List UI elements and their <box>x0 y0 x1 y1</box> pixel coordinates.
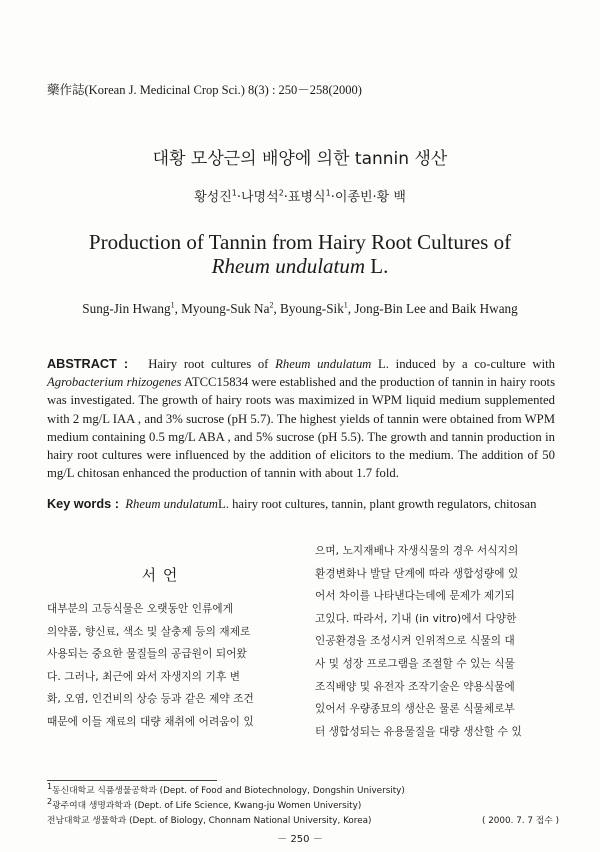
keywords-label: Key words <box>47 497 112 511</box>
intro-right-column: 으며, 노지재배나 자생식물의 경우 서식지의 환경변화나 발달 단계에 따라 생합성량에 있 어서 차이를 나타낸다는데에 문제가 제기되 고있다. 따라서, 기내 (in vitro)에서 다양한 인공환경을 조성시켜 인위적으로 식물의 대 사 및 성장 프로그램을 조절할 수 있는 식물 조직배양 및 유전자 조작기술은 약용식물에 있어서 우량종묘의 생산은 물론 식물체로부 터 생합성되는 유용물질을 대량 생산할 수 있 <box>315 545 522 738</box>
author-kr-2: 나명석 <box>241 190 279 205</box>
author-kr-5: 황 백 <box>376 190 406 205</box>
footnote-1: $^1$동신대학교 식품생물공학과 (Dept. of Food and Biotechnology, Dongshin University) <box>47 782 405 796</box>
abstract-label: ABSTRACT <box>47 357 117 371</box>
author-kr-4: 이종빈 <box>334 190 373 205</box>
footnote-3: 전남대학교 생물학과 (Dept. of Biology, Chonnam National University, Korea) ( 2000. 7. 7 접수 ) <box>47 814 559 829</box>
english-title: Production of Tannin from Hairy Root Cultures of Rheum undulatum L. <box>88 230 512 278</box>
author-kr-3: 표병식 <box>287 190 326 205</box>
keywords: Key words : Rheum undulatumL. hairy root cultures, tannin, plant growth regulators, chitosan <box>47 497 537 511</box>
title-species: Rheum undulatum <box>211 254 366 278</box>
korean-authors: 황성진$^1$·나명석$^2$·표병식$^1$·이종빈·황 백 <box>194 188 406 205</box>
footnotes <box>47 784 559 829</box>
author-kr-1: 황성진 <box>194 190 232 205</box>
page-number: － 250 － <box>277 834 323 845</box>
abstract: ABSTRACT : Hairy root cultures of Rheum undulatum L. induced by a co-culture with Agrobacterium rhizogenes ATCC15834 were established and the production of tannin in hairy roots was investigated. The growth of hairy roots was maximized in WPM liquid medium supplemented with 2 mg/L IAA , and 3% sucrose (pH 5.7). The highest yields of tannin were obtained from WPM medium containing 0.5 mg/L ABA , and 5% sucrose (pH 5.5). The growth and tannin production in hairy root cultures were influenced by the addition of elicitors to the medium. The addition of 50 mg/L chitosan enhanced the production of tannin with about 1.7 fold. <box>47 357 556 481</box>
section-title-introduction: 서 언 <box>141 566 179 584</box>
english-authors: Sung-Jin Hwang$^1$, Myoung-Suk Na$^2$, Byoung-Sik$^1$, Jong-Bin Lee and Baik Hwang <box>82 300 518 316</box>
footnote-2: $^2$광주여대 생명과학과 (Dept. of Life Science, Kwang-ju Women University) <box>47 797 362 811</box>
journal-header: 藥作誌(Korean J. Medicinal Crop Sci.) 8(3) : 250－258(2000) <box>47 83 362 97</box>
intro-left-column: 대부분의 고등식물은 오랫동안 인류에게 의약품, 향신료, 색소 및 살충제 등의 재제로 사용되는 중요한 물질들의 공급원이 되어왔 다. 그러나, 최근에 와서 자생지의 기후 변 화, 오염, 인건비의 상승 등과 같은 제약 조건 때문에 이들 재료의 대량 채취에 어려움이 있 <box>47 603 254 728</box>
korean-title: 대황 모상근의 배양에 의한 tannin 생산 <box>152 149 448 169</box>
footnote-divider <box>47 780 217 781</box>
received-date: ( 2000. 7. 7 접수 ) <box>481 816 559 826</box>
